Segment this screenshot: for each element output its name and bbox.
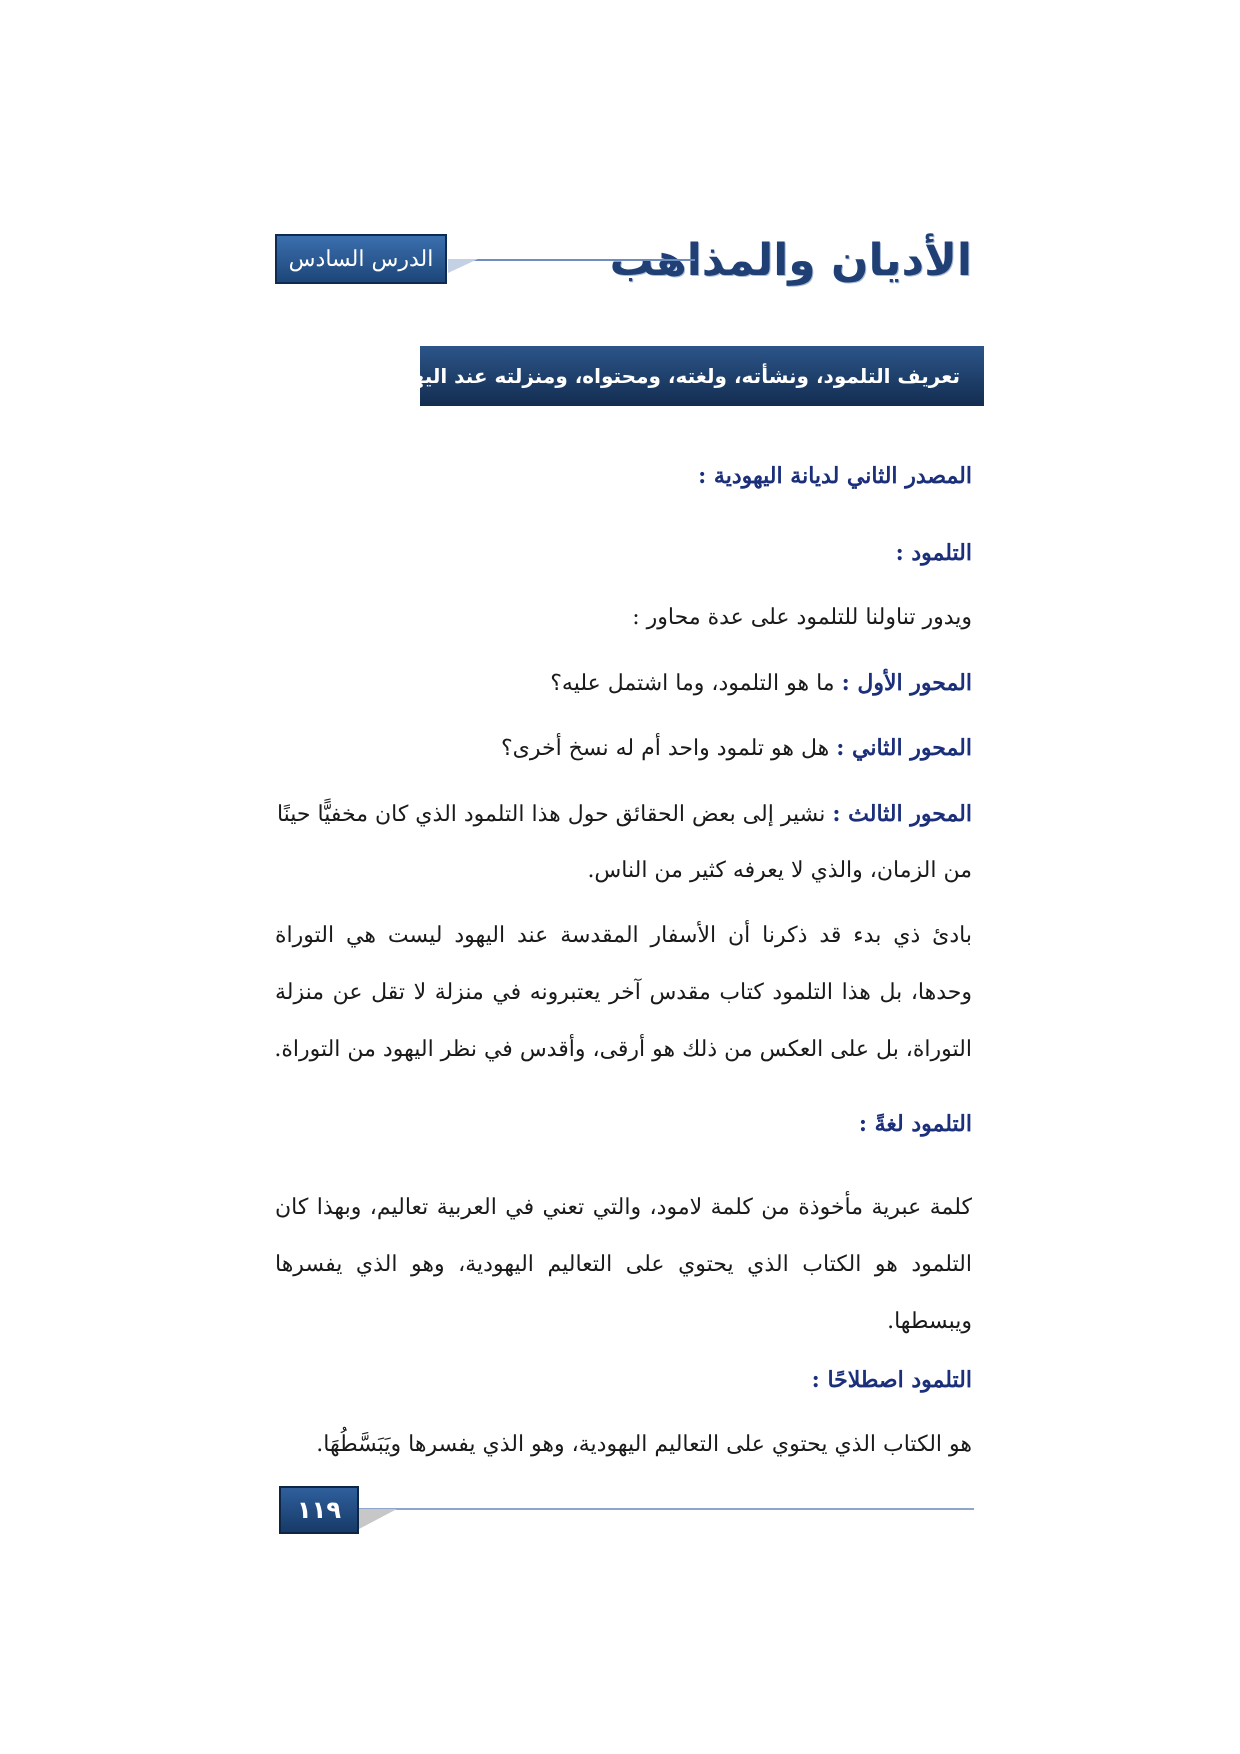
paragraph-1-line-1: بادئ ذي بدء قد ذكرنا أن الأسفار المقدسة عند اليهود ليست هي التوراة: [275, 923, 972, 948]
heading-second-source: المصدر الثاني لديانة اليهودية :: [698, 463, 972, 489]
section-banner: [388, 346, 984, 406]
paragraph-1-line-2: وحدها، بل هذا التلمود كتاب مقدس آخر يعتبرونه في منزلة لا تقل عن منزلة: [275, 980, 972, 1005]
page-number: ١١٩: [297, 1496, 341, 1524]
heading-talmud-language: التلمود لغةً :: [858, 1111, 972, 1137]
language-line-3: ويبسطها.: [887, 1309, 972, 1334]
page-number-box: [279, 1486, 359, 1534]
axis-2-text: هل هو تلمود واحد أم له نسخ أخرى؟: [500, 736, 830, 761]
axis-3-label: المحور الثالث :: [832, 801, 972, 827]
lesson-label-box: [275, 234, 447, 284]
intro-line: ويدور تناولنا للتلمود على عدة محاور :: [632, 605, 972, 630]
lesson-label: الدرس السادس: [288, 246, 434, 272]
section-banner-title: تعريف التلمود، ونشأته، ولغته، ومحتواه، ومنزلته عند اليهود: [388, 364, 960, 388]
book-title: الأديان والمذاهب: [609, 235, 972, 286]
footer-rule: [359, 1508, 974, 1510]
heading-talmud-term: التلمود اصطلاحًا :: [811, 1367, 972, 1393]
axis-3-line-1: [277, 796, 972, 832]
axis-2-label: المحور الثاني :: [836, 735, 972, 761]
axis-1-label: المحور الأول :: [841, 670, 972, 696]
paragraph-1-line-3: التوراة، بل على العكس من ذلك هو أرقى، وأقدس في نظر اليهود من التوراة.: [274, 1037, 972, 1062]
heading-talmud: التلمود :: [895, 540, 972, 566]
axis-3-line-2: من الزمان، والذي لا يعرفه كثير من الناس.: [587, 858, 972, 883]
language-line-1: كلمة عبرية مأخوذة من كلمة لامود، والتي تعني في العربية تعاليم، وبهذا كان: [275, 1195, 972, 1220]
axis-3-text-1: نشير إلى بعض الحقائق حول هذا التلمود الذي كان مخفيًّا حينًا: [276, 802, 826, 827]
axis-1-text: ما هو التلمود، وما اشتمل عليه؟: [550, 671, 835, 696]
header-rule: [455, 259, 695, 261]
header-rule-tail: [448, 259, 478, 273]
axis-2-line: [501, 730, 972, 766]
term-line-1: هو الكتاب الذي يحتوي على التعاليم اليهودية، وهو الذي يفسرها ويَبَسَّطُهَا.: [316, 1432, 972, 1457]
footer-rule-tail: [359, 1509, 397, 1529]
language-line-2: التلمود هو الكتاب الذي يحتوي على التعاليم اليهودية، وهو الذي يفسرها: [275, 1252, 972, 1277]
axis-1-line: [550, 665, 972, 701]
